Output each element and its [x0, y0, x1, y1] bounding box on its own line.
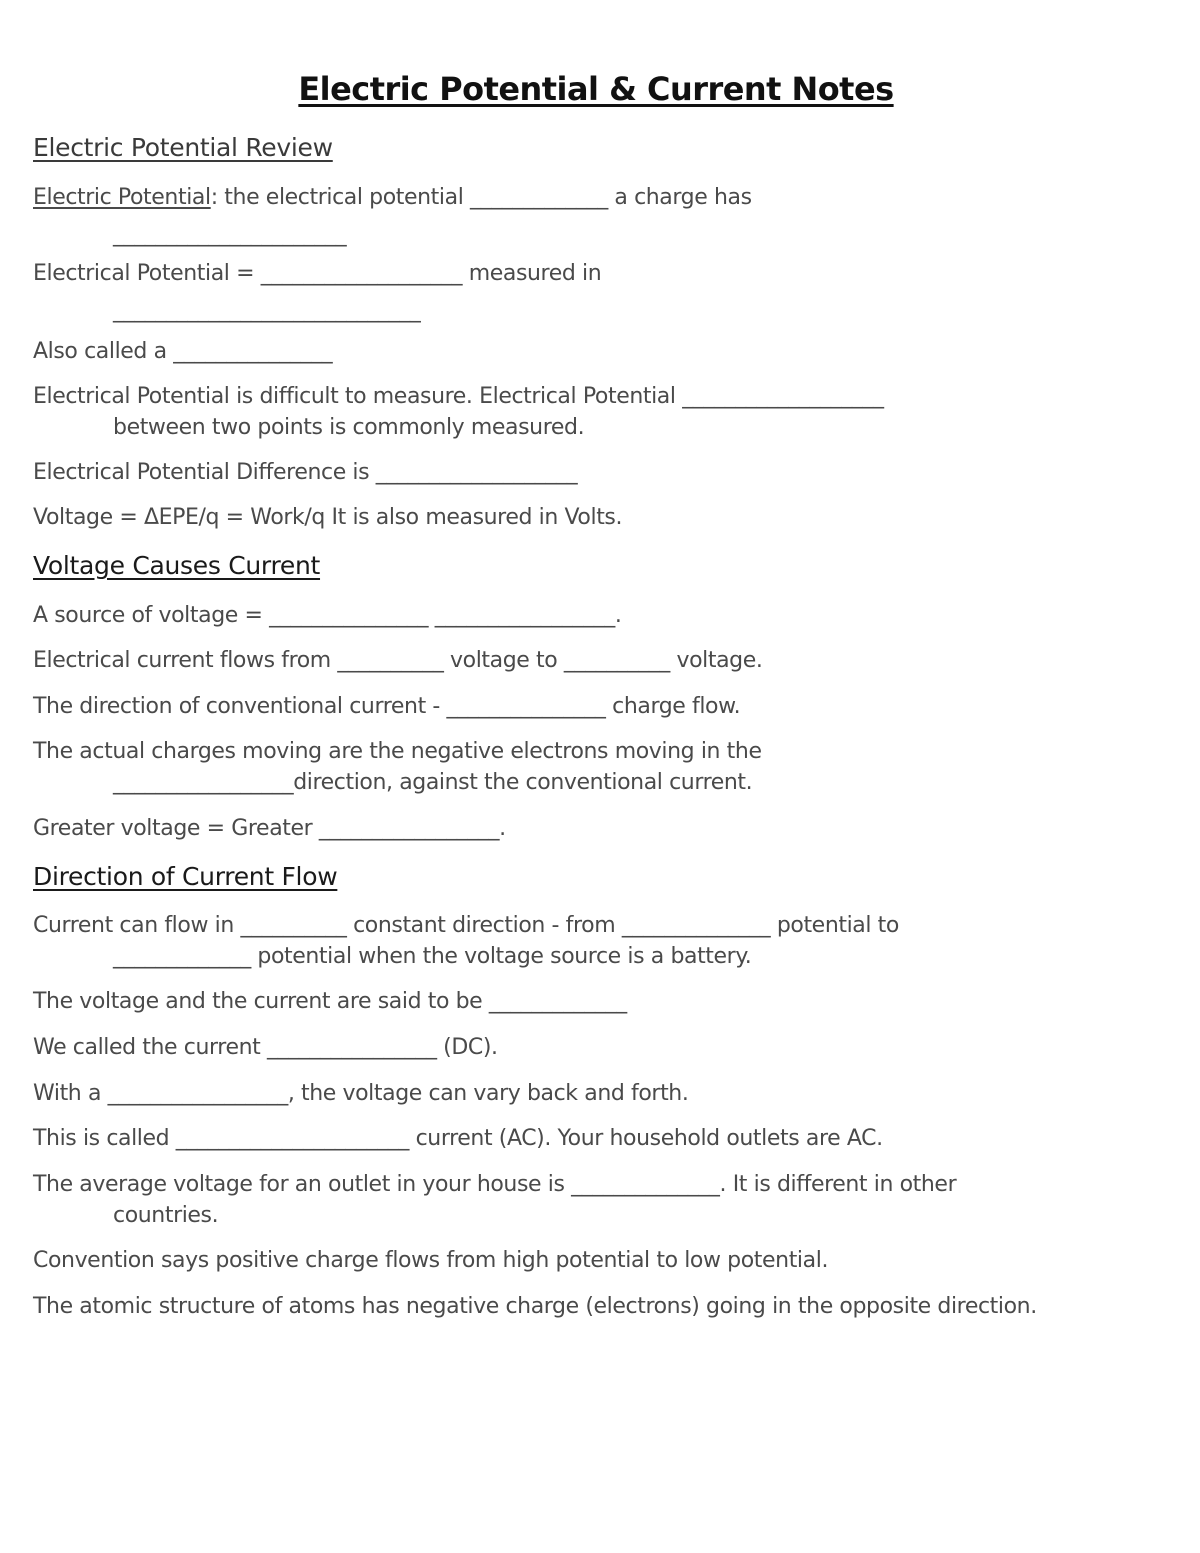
definition-text: : the electrical potential _____________ a charge has	[210, 185, 752, 210]
note-line: Convention says positive charge flows from high potential to low potential.	[33, 1248, 829, 1273]
fill-blank-line: _____________________________	[113, 298, 421, 323]
note-line: Electrical current flows from __________ voltage to __________ voltage.	[33, 648, 763, 673]
note-line: Electrical Potential is difficult to measure. Electrical Potential ___________________	[33, 384, 884, 409]
term-electric-potential: Electric Potential	[33, 185, 211, 210]
note-line-definition	[33, 185, 752, 210]
note-line: The direction of conventional current - _______________ charge flow.	[33, 694, 741, 719]
note-line: The average voltage for an outlet in your house is ______________. It is different in other	[33, 1172, 957, 1197]
note-line: This is called ______________________ current (AC). Your household outlets are AC.	[33, 1126, 883, 1151]
section-heading-electric-potential-review: Electric Potential Review	[33, 133, 333, 162]
note-line-continued: _____________ potential when the voltage source is a battery.	[113, 944, 752, 969]
note-line: The actual charges moving are the negative electrons moving in the	[33, 739, 762, 764]
note-line: The voltage and the current are said to be _____________	[33, 989, 627, 1014]
note-line: Electrical Potential Difference is ___________________	[33, 460, 578, 485]
note-line: Electrical Potential = ___________________ measured in	[33, 261, 602, 286]
section-heading-voltage-causes-current: Voltage Causes Current	[33, 551, 321, 580]
note-line: The atomic structure of atoms has negative charge (electrons) going in the opposite direction.	[33, 1294, 1037, 1319]
note-line-continued: countries.	[113, 1203, 219, 1228]
fill-blank-line: ______________________	[113, 222, 347, 247]
note-line: We called the current ________________ (DC).	[33, 1035, 498, 1060]
section-heading-direction-of-current-flow: Direction of Current Flow	[33, 862, 338, 891]
note-line-voltage-formula: Voltage = ΔEPE/q = Work/q It is also measured in Volts.	[33, 505, 623, 530]
page-title: Electric Potential & Current Notes	[298, 70, 894, 108]
note-line: Current can flow in __________ constant direction - from ______________ potential to	[33, 913, 899, 938]
note-line: A source of voltage = _______________ _________________.	[33, 603, 622, 628]
note-line: Greater voltage = Greater _________________.	[33, 816, 506, 841]
note-line: Also called a _______________	[33, 339, 333, 364]
note-line: With a _________________, the voltage can vary back and forth.	[33, 1081, 689, 1106]
note-line-continued: _________________direction, against the conventional current.	[113, 770, 753, 795]
note-line-continued: between two points is commonly measured.	[113, 415, 585, 440]
